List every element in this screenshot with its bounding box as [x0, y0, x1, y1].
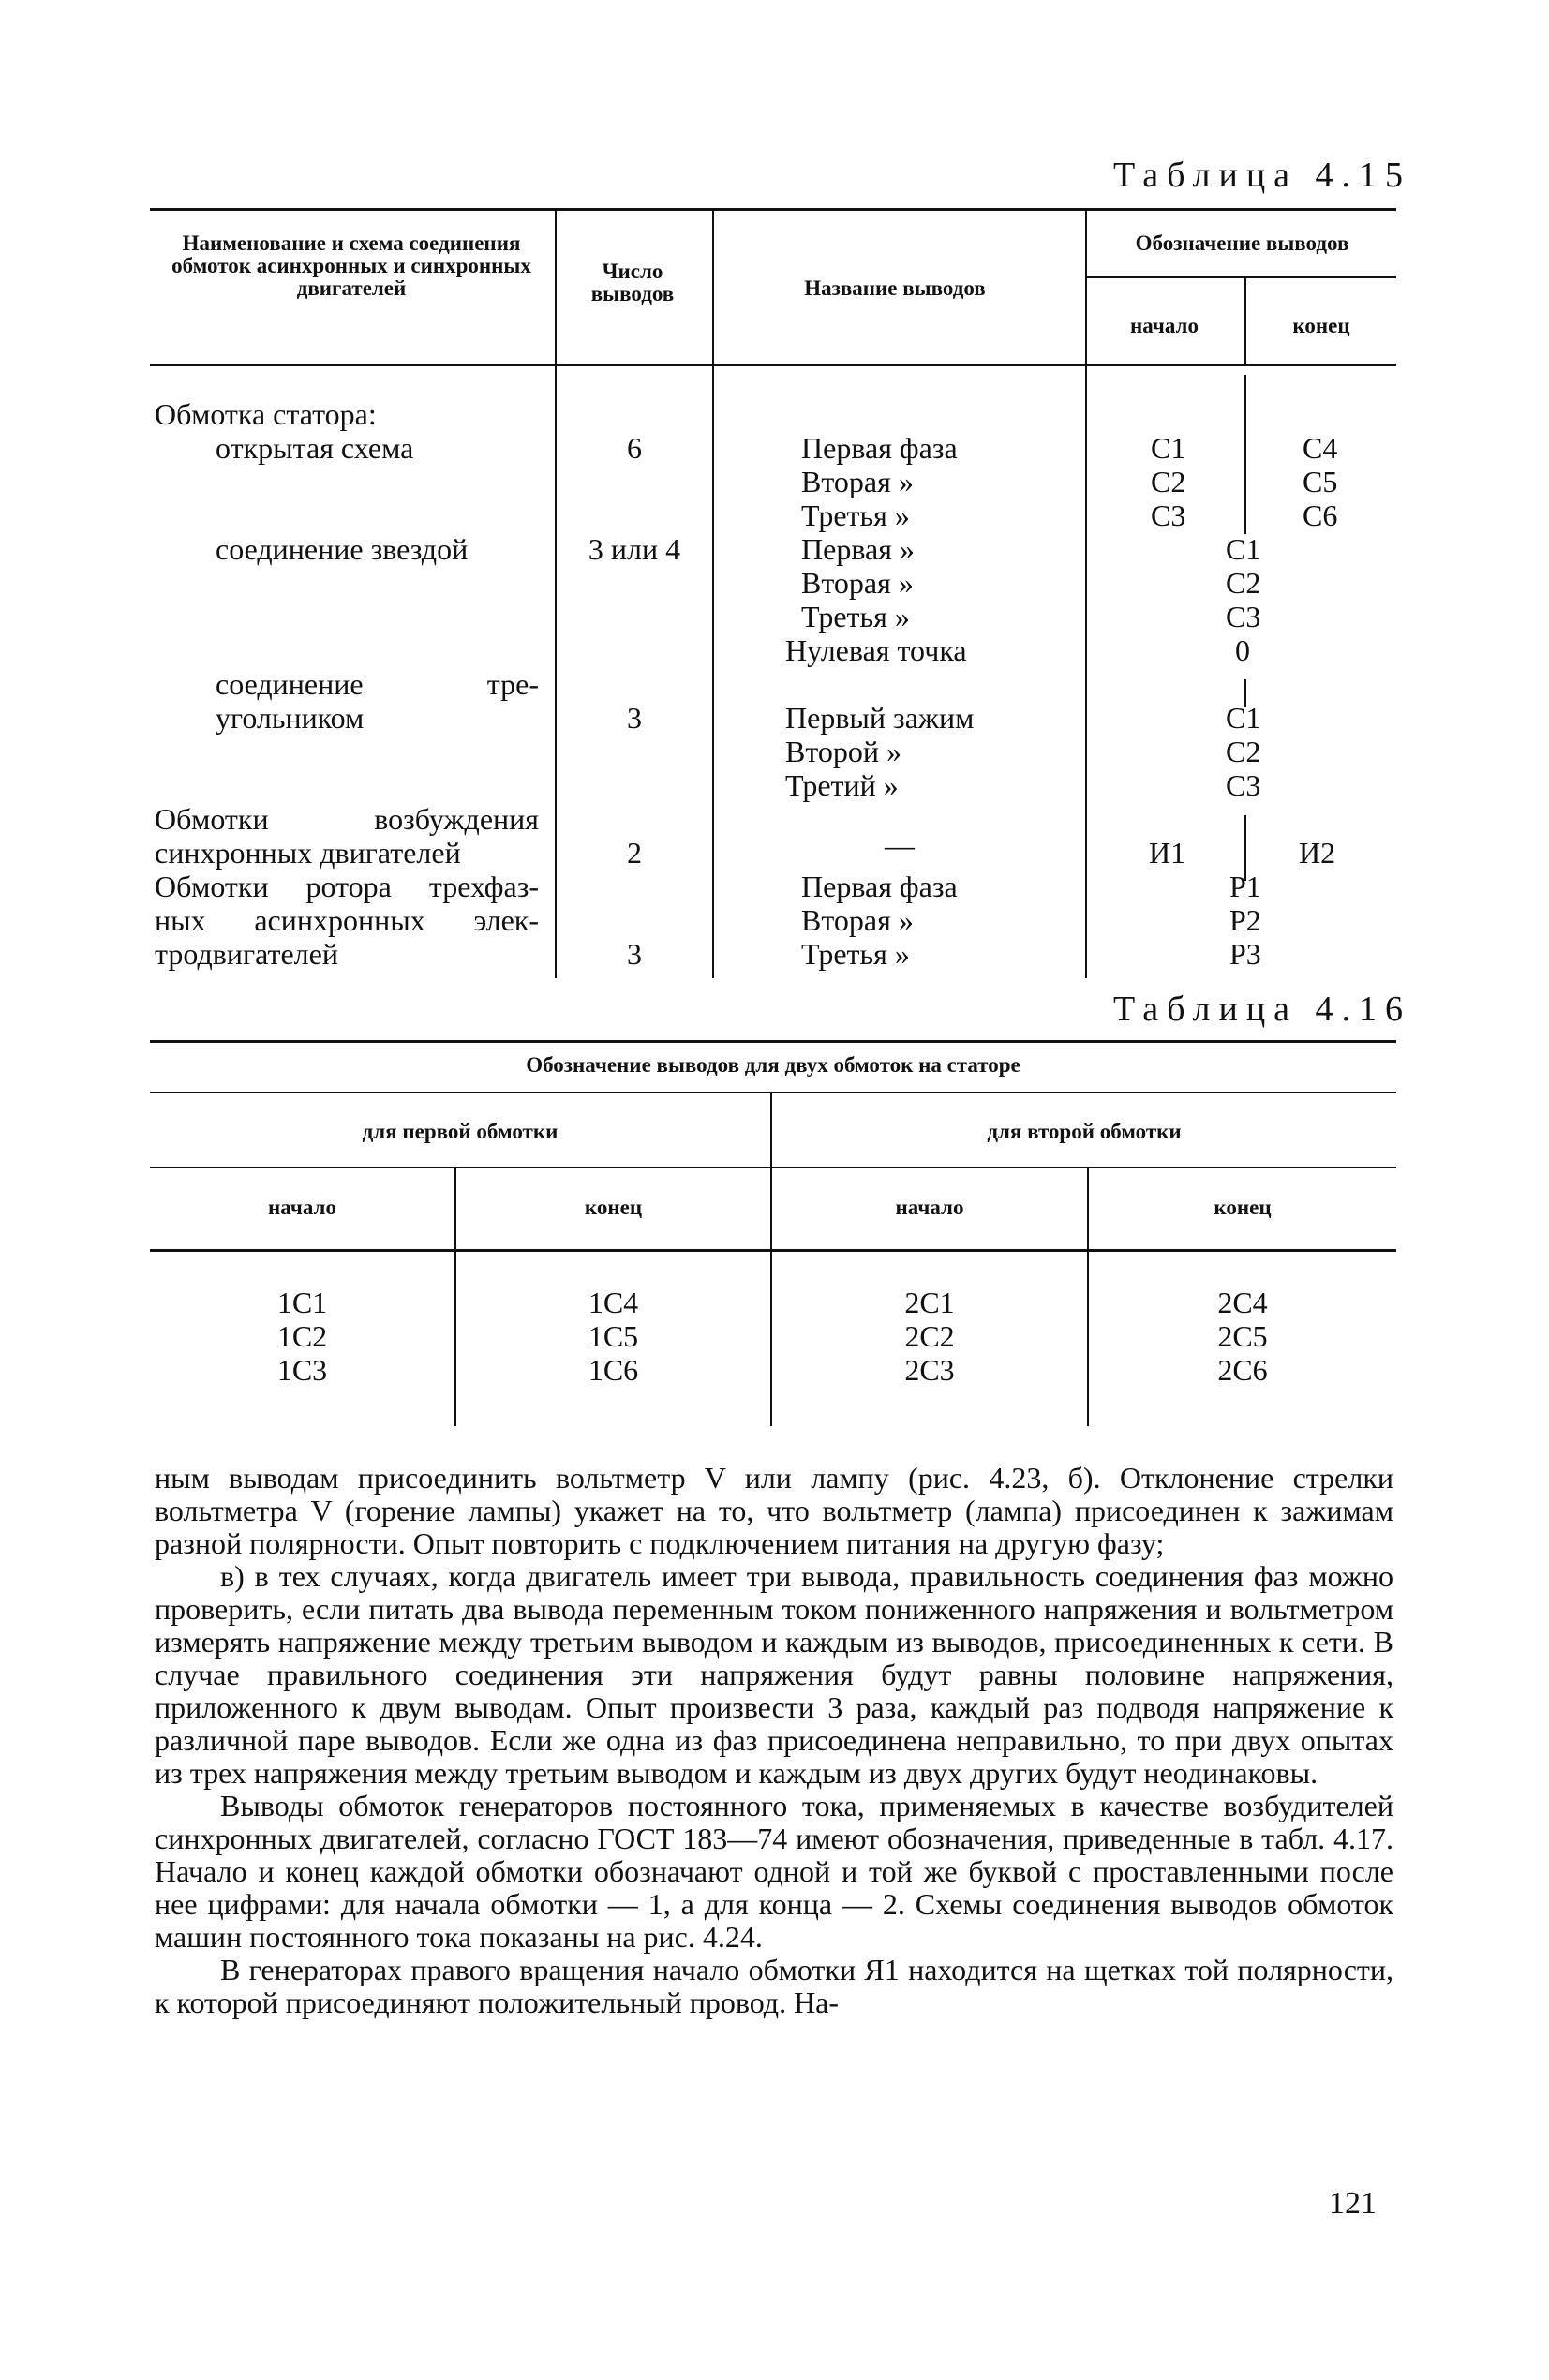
t16-value: 2C2 [904, 1319, 955, 1353]
header-end: конец [1292, 314, 1350, 337]
sub-header-rule [150, 1249, 1396, 1252]
row-name: Обмотка статора: [155, 397, 377, 431]
row-terminal: Третья » [801, 937, 910, 971]
row-mid: C2 [1226, 566, 1261, 600]
row-terminal: Третья » [801, 498, 910, 532]
sub-start-2: начало [895, 1196, 964, 1219]
row-end: C6 [1303, 498, 1338, 532]
row-terminal: Первая » [801, 532, 915, 566]
t16-value: 1C4 [588, 1286, 639, 1319]
header-designation: Обозначение выводов [1135, 231, 1349, 255]
t16-value: 2C4 [1217, 1286, 1268, 1319]
row-count: 3 или 4 [588, 532, 681, 566]
title-rule [150, 1092, 1396, 1093]
header-terminal: Название выводов [804, 276, 986, 300]
row-terminal: Вторая » [801, 566, 914, 600]
paragraph: Выводы обмоток генераторов постоянного тока, применяемых в качестве возбудителей синхронных двигателей, согласно ГОСТ 183—74 имеют обозначения, приведенные в табл. 4.17. Начало и конец каждой обмотки обозначают одной и той же буквой с проставленными после нее цифрами: для начала обмотки — 1, а для конца — 2. Схемы соединения выводов обмоток машин постоянного тока показаны на рис. 4.24. [155, 1789, 1393, 1954]
row-terminal: Нулевая точка [785, 633, 967, 667]
col-divider-4 [1244, 277, 1246, 364]
row-end: C5 [1303, 465, 1338, 498]
row-name: соединение звездой [216, 532, 469, 566]
t16-value: 2C3 [904, 1353, 955, 1387]
row-name: Обмотки ротора трехфаз- [155, 870, 539, 903]
t16-value: 2C1 [904, 1286, 955, 1319]
table-4-15-top-rule [150, 208, 1396, 211]
header-sub-rule [1087, 276, 1396, 278]
row-name: ных асинхронных элек- [155, 903, 539, 937]
header-count: Число выводов [590, 260, 675, 305]
row-count: 3 [627, 701, 642, 735]
row-count: 2 [627, 836, 642, 870]
paragraph: В генераторах правого вращения начало обмотки Я1 находится на щетках той полярности, к которой присоединяют положительный провод. На- [155, 1953, 1393, 2019]
row-mid: C1 [1226, 532, 1261, 566]
group-second-winding: для второй обмотки [987, 1120, 1182, 1143]
row-mid: P3 [1229, 937, 1261, 971]
row-start: C3 [1151, 498, 1186, 532]
table-4-15-header-rule [150, 364, 1396, 366]
row-start: И1 [1149, 836, 1186, 870]
table-4-16-caption: Таблица 4.16 [1113, 989, 1412, 1029]
col-divider-2 [712, 210, 714, 978]
t16-value: 2C5 [1217, 1319, 1268, 1353]
row-terminal: Вторая » [801, 465, 914, 498]
t16-value: 1C3 [276, 1353, 328, 1387]
row-count: 6 [627, 431, 642, 465]
row-terminal: Первая фаза [801, 431, 958, 465]
row-start: C2 [1151, 465, 1186, 498]
row-terminal: Третья » [801, 600, 910, 633]
row-mid: C3 [1226, 768, 1261, 802]
t16-value: 1C2 [276, 1319, 328, 1353]
row-name: Обмотки возбуждения [155, 802, 539, 836]
table-4-15-caption: Таблица 4.15 [1113, 156, 1412, 195]
sub-end-1: конец [584, 1196, 643, 1219]
table-4-16-title: Обозначение выводов для двух обмоток на статоре [526, 1053, 1020, 1077]
table-4-16-top-rule [150, 1040, 1396, 1043]
designation-bar-1 [1244, 375, 1246, 534]
row-terminal: Второй » [785, 735, 902, 768]
row-mid: 0 [1235, 633, 1250, 667]
row-name: угольником [216, 701, 365, 735]
t16-value: 1C6 [588, 1353, 639, 1387]
sub-end-2: конец [1214, 1196, 1272, 1219]
row-end: И2 [1299, 836, 1336, 870]
row-terminal: Первый зажим [785, 701, 975, 735]
paragraph: в) в тех случаях, когда двигатель имеет три вывода, правильность соединения фаз можно проверить, если питать два вывода переменным током пониженного напряжения и вольтметром измерять напряжение между третьим выводом и каждым из выводов, присоединенных к сети. В случае правильного соединения эти напряжения будут равны половине напряжения, приложенного к двум выводам. Опыт произвести 3 раза, каждый раз подводя напряжение к различной паре выводов. Если же одна из фаз присоединена неправильно, то при двух опытах из трех напряжения между третьим выводом и каждым из двух других будут неодинаковы. [155, 1559, 1393, 1790]
row-end: C4 [1303, 431, 1338, 465]
row-terminal: — [885, 828, 915, 862]
row-terminal: Вторая » [801, 903, 914, 937]
row-terminal: Третий » [785, 768, 899, 802]
sub-start-1: начало [268, 1196, 336, 1219]
row-mid: C2 [1226, 735, 1261, 768]
row-count: 3 [627, 937, 642, 971]
row-name: соединение тре- [216, 667, 539, 701]
row-mid: C1 [1226, 701, 1261, 735]
row-mid: P2 [1229, 903, 1261, 937]
group-rule [150, 1167, 1396, 1168]
t16-value: 2C6 [1217, 1353, 1268, 1387]
t16-value: 1C5 [588, 1319, 639, 1353]
row-mid: C3 [1226, 600, 1261, 633]
body-text [155, 1462, 1393, 2019]
group-first-winding: для первой обмотки [362, 1120, 559, 1143]
header-name: Наименование и схема соединения обмоток асинхронных и синхронных двигателей [171, 231, 531, 300]
row-start: C1 [1151, 431, 1186, 465]
row-terminal: Первая фаза [801, 870, 958, 903]
col-divider-3 [1085, 210, 1087, 978]
row-name: синхронных двигателей [155, 836, 461, 870]
t16-value: 1C1 [276, 1286, 328, 1319]
row-name: тродвигателей [155, 937, 338, 971]
page-number: 121 [1329, 2186, 1377, 2221]
row-name: открытая схема [216, 431, 414, 465]
row-mid: P1 [1229, 870, 1261, 903]
paragraph: ным выводам присоединить вольтметр V или лампу (рис. 4.23, б). Отклонение стрелки вольтметра V (горение лампы) укажет на то, что вольтметр (лампа) присоединен к зажимам разной полярности. Опыт повторить с подключением питания на другую фазу; [155, 1461, 1393, 1560]
header-start: начало [1130, 314, 1199, 337]
